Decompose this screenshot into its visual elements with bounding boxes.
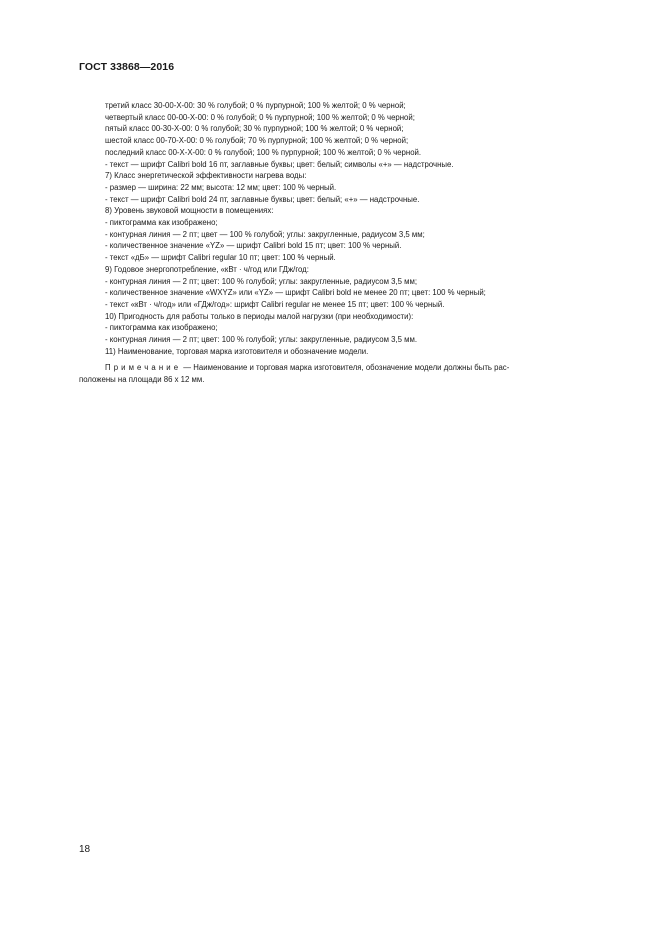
text-line: - текст «кВт · ч/год» или «ГДж/год»: шрифт Calibri regular не менее 15 пт; цвет: 100 % черный. [105,299,445,309]
page-number: 18 [79,844,91,855]
text-line: - пиктограмма как изображено; [105,218,218,228]
text-line: - контурная линия — 2 пт; цвет: 100 % голубой; углы: закругленные, радиусом 3,5 мм; [105,276,418,286]
text-line: 10) Пригодность для работы только в периоды малой нагрузки (при необходимости): [105,311,414,321]
text-line: 11) Наименование, торговая марка изготовителя и обозначение модели. [105,346,369,356]
text-line: шестой класс 00-70-X-00: 0 % голубой; 70 % пурпурной; 100 % желтой; 0 % черной; [105,136,409,146]
text-line: - текст — шрифт Calibri bold 24 пт, заглавные буквы; цвет: белый; «+» — надстрочные. [105,194,420,204]
text-line: - текст «дБ» — шрифт Calibri regular 10 пт; цвет: 100 % черный. [105,253,336,263]
text-line: - текст — шрифт Calibri bold 16 пт, заглавные буквы; цвет: белый; символы «+» — надстрочные. [105,159,454,169]
document-header: ГОСТ 33868—2016 [79,61,175,73]
note-first-line [79,362,601,374]
text-line: - количественное значение «WXYZ» или «YZ» — шрифт Calibri bold не менее 20 пт; цвет: 100 % черный; [105,288,486,298]
note-text: — Наименование и торговая марка изготовителя, обозначение модели должны быть рас- [181,363,510,372]
text-line: 8) Уровень звуковой мощности в помещениях: [105,206,274,216]
text-line: 9) Годовое энергопотребление, «кВт · ч/год или ГДж/год: [105,264,309,274]
text-line: - контурная линия — 2 пт; цвет: 100 % голубой; углы: закругленные, радиусом 3,5 мм. [105,335,418,345]
note-label: Примечание [105,363,182,372]
text-line: 7) Класс энергетической эффективности нагрева воды: [105,171,307,181]
text-line: пятый класс 00-30-X-00: 0 % голубой; 30 % пурпурной; 100 % желтой; 0 % черной; [105,124,404,134]
text-line: - пиктограмма как изображено; [105,323,218,333]
text-line: - размер — ширина: 22 мм; высота: 12 мм; цвет: 100 % черный. [105,182,337,192]
text-line: - контурная линия — 2 пт; цвет — 100 % голубой; углы: закругленные, радиусом 3,5 мм; [105,229,425,239]
text-line: - количественное значение «YZ» — шрифт Calibri bold 15 пт; цвет: 100 % черный. [105,241,402,251]
note-second-line: положены на площади 86 x 12 мм. [79,374,205,384]
text-line: последний класс 00-X-X-00: 0 % голубой; 100 % пурпурной; 100 % желтой; 0 % черной. [105,147,422,157]
note-paragraph [79,362,601,385]
text-line: четвертый класс 00-00-X-00: 0 % голубой; 0 % пурпурной; 100 % желтой; 0 % черной; [105,112,415,122]
text-line: третий класс 30-00-X-00: 30 % голубой; 0 % пурпурной; 100 % желтой; 0 % черной; [105,101,406,110]
specification-text [79,100,599,357]
